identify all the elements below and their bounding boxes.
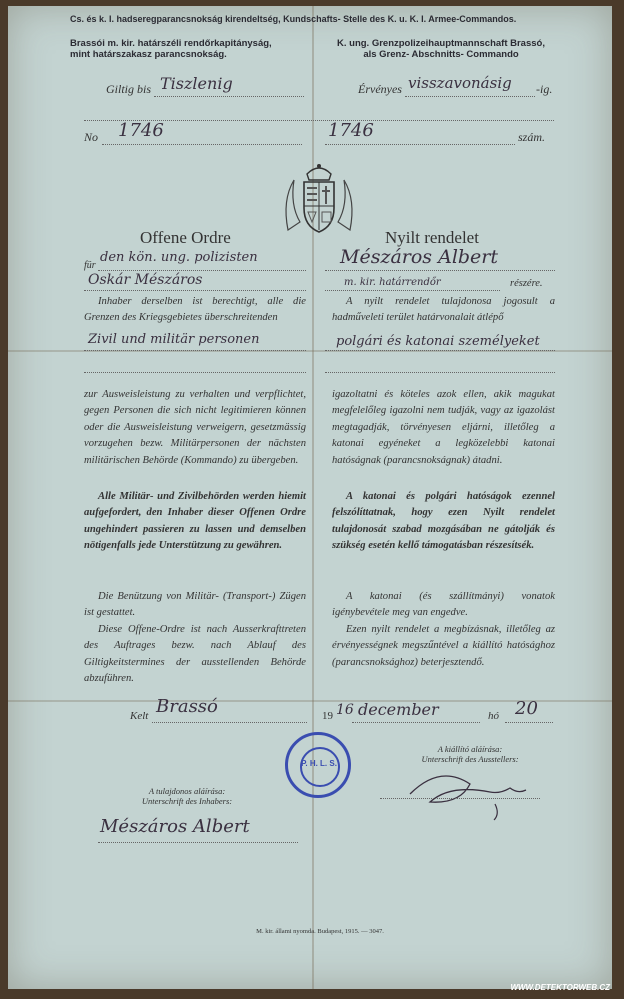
de-paragraph-2: zur Ausweisleistung zu verhalten und verpflichtet, gegen Personen die sich nicht legitimieren können oder die Ausweisleistung verweigern, gesetzmässig vorzugehen bezw. Militärpersonen der nächsten militärischen Behörde (Kommando) zu übergeben. xyxy=(84,389,306,466)
de-paragraph-5: Diese Offene-Ordre ist nach Ausserkrafttreten des Auftrages bezw. nach Ablauf des Giltigkeitstermines der ausstellenden Behörde abzuführen. xyxy=(84,624,306,685)
bearer-hu-name: Mészáros Albert xyxy=(340,246,499,268)
day-value: 20 xyxy=(515,698,538,719)
date-place: Brassó xyxy=(156,696,218,717)
hu-paragraph-1: A nyilt rendelet tulajdonosa jogosult a hadműveleti terület határvonalait átlépő xyxy=(332,296,555,324)
number-value-hu: 1746 xyxy=(328,120,374,141)
holder-label-de: Unterschrift des Inhabers: xyxy=(141,796,233,806)
issuer-label xyxy=(400,744,540,764)
month-value: december xyxy=(358,700,439,719)
issuer-signature-scribble xyxy=(400,764,550,824)
hu-paragraph-5: Ezen nyilt rendelet a megbízásnak, illetőleg az érvényességnek megszűntével a kiállító hatósághoz (parancsnoksághoz) beterjesztendő. xyxy=(332,624,555,668)
ho-label: hó xyxy=(488,710,499,722)
de-paragraph-4: Die Benützung von Militär- (Transport-) Zügen ist gestattet. xyxy=(84,591,306,619)
valid-until-value-hu: visszavonásig xyxy=(408,74,512,92)
header-de-line-c: K. ung. Grenzpolizeihauptmannschaft Brassó, xyxy=(337,38,545,49)
header-hu-line-a: Brassói m. kir. határszéli rendőrkapitányság, xyxy=(70,38,272,49)
bearer-hu-rank: m. kir. határrendőr xyxy=(344,277,441,288)
reszere-label: részére. xyxy=(510,278,543,289)
year-value: 16 xyxy=(336,702,354,718)
valid-until-label-hu: Érvényes xyxy=(358,82,402,96)
hu-paragraph-4: A katonai (és szállítmányi) vonatok igénybevétele meg van engedve. xyxy=(332,591,555,619)
kelt-label: Kelt xyxy=(130,710,149,722)
number-label-de: No xyxy=(84,130,99,144)
year-prefix: 19 xyxy=(322,710,333,722)
issuer-label-de: Unterschrift des Ausstellers: xyxy=(421,754,519,764)
de-paragraph-1: Inhaber derselben ist berechtigt, alle die Grenzen des Kriegsgebietes überschreitenden xyxy=(84,296,306,324)
stamp-text: P. H. L. S. xyxy=(301,759,337,768)
issuer-label-hu: A kiállító aláírása: xyxy=(437,744,503,754)
valid-until-label-de: Giltig bis xyxy=(106,82,152,96)
bearer-de-line2: Oskár Mészáros xyxy=(88,272,203,288)
title-hu: Nyilt rendelet xyxy=(385,228,479,247)
fold-line-vertical xyxy=(312,6,314,989)
header-hu-line-b: mint határszakasz parancsnokság. xyxy=(70,49,227,60)
printer-footer: M. kir. állami nyomda. Budapest, 1915. — 3047. xyxy=(256,928,384,935)
persons-de-value: Zivil und militär personen xyxy=(88,332,260,347)
persons-hu-value: polgári és katonai személyeket xyxy=(336,334,540,349)
official-stamp xyxy=(285,732,351,798)
number-label-hu: szám. xyxy=(518,130,546,144)
de-paragraph-3: Alle Militär- und Zivilbehörden werden hiemit aufgefordert, den Inhaber dieser Offenen Ordre ungehindert passieren zu lassen und demselben nötigenfalls jede Unterstützung zu gewähren. xyxy=(84,491,306,552)
bearer-de-line1: den kön. ung. polizisten xyxy=(100,250,258,265)
fuer-label: für xyxy=(84,260,96,271)
hu-paragraph-2: igazoltatni és köteles azok ellen, akik magukat megfelelőleg igazolni nem tudják, vagy az igazolást megtagadják, törvényesen eljárni, illetőleg a katonai egyéneket a legközelebbi katonai hatóságnak (parancsnokságnak) átadni. xyxy=(332,389,555,466)
watermark: WWW.DETEKTORWEB.CZ xyxy=(510,983,610,992)
valid-until-value-de: Tiszlenig xyxy=(160,74,233,93)
number-value-de: 1746 xyxy=(118,120,164,141)
hu-paragraph-3: A katonai és polgári hatóságok ezennel felszólíttatnak, hogy ezen Nyilt rendelet tulajdonosát szabad mozgásában ne gátolják és szükség esetén kellő támogatásban részesítsék. xyxy=(332,491,555,552)
holder-label-hu: A tulajdonos aláírása: xyxy=(148,786,226,796)
header-line-1: Cs. és k. I. hadseregparancsnokság kirendeltség, Kundschafts- Stelle des K. u. K. I. Armee-Commandos. xyxy=(70,14,517,24)
holder-label xyxy=(112,786,262,806)
header-de-line-d: als Grenz- Abschnitts- Commando xyxy=(363,49,519,60)
title-de: Offene Ordre xyxy=(140,228,231,247)
header-de-authority xyxy=(316,38,566,60)
header-hu-authority xyxy=(70,38,310,60)
valid-until-suffix-hu: -ig. xyxy=(536,82,553,96)
coat-of-arms-emblem xyxy=(280,160,358,240)
holder-signature: Mészáros Albert xyxy=(100,816,250,837)
